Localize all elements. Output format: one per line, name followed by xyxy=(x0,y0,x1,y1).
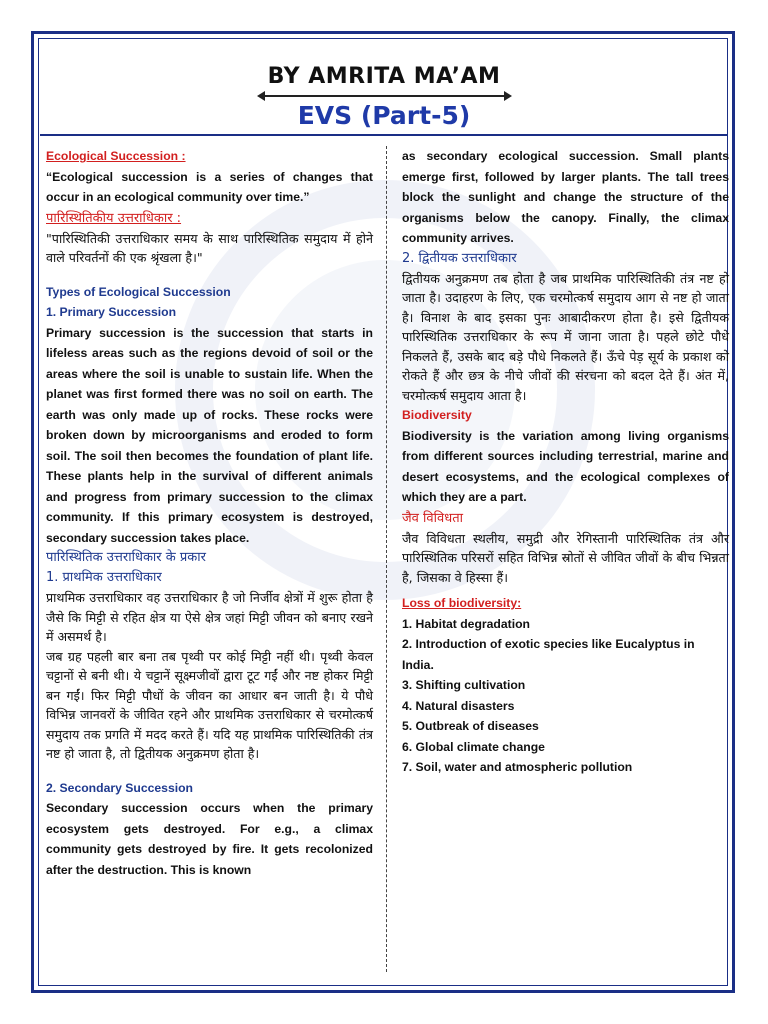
types-heading-hindi: पारिस्थितिक उत्तराधिकार के प्रकार xyxy=(46,550,206,565)
list-item: 4. Natural disasters xyxy=(402,698,515,713)
loss-heading: Loss of biodiversity: xyxy=(402,596,522,610)
list-item: 6. Global climate change xyxy=(402,739,545,754)
author-title: BY AMRITA MA’AM xyxy=(267,64,501,89)
biodiversity-text-hindi: जैव विविधता स्थलीय, समुद्री और रेगिस्तानी पारिस्थितिक तंत्र और पारिस्थितिक परिसरों सहित विभिन्न स्रोतों से जीवित जीवों के बीच भिन्नता है, जिसका वे हिस्सा हैं। xyxy=(402,530,729,585)
eco-succession-definition-hindi: "पारिस्थितिकी उत्तराधिकार समय के साथ पारिस्थितिक समुदाय में होने वाले परिवर्तनों की एक श्रृंखला है।" xyxy=(46,230,373,265)
double-arrow-icon xyxy=(257,91,512,101)
secondary-succession-text-cont: as secondary ecological succession. Small plants emerge first, followed by larger plants. The tall trees block the sunlight and change the structure of the organisms below the canopy. Finally, the climax community arrives. xyxy=(402,149,729,245)
primary-succession-text: Primary succession is the succession that starts in lifeless areas such as the regions devoid of soil or the areas where the soil is unable to sustain life. When the planet was first formed there was no soil on earth. The earth was only made up of rocks. These rocks were broken down by microorganisms and eroded to form soil. The soil then becomes the foundation of plant life. These plants help in the survival of different animals and progress from primary succession to the climax community. If this primary ecosystem is destroyed, secondary succession takes place. xyxy=(46,325,373,545)
primary-text-hindi-2: जब ग्रह पहली बार बना तब पृथ्वी पर कोई मिट्टी नहीं थी। पृथ्वी केवल चट्टानों से बनी थी। ये चट्टानें सूक्ष्मजीवों द्वारा टूट गईं और नष्ट होकर मिट्टी बन गईं। फिर मिट्टी पौधों के जीवन का आधार बन जाती है। ये पौधे विभिन्न जानवरों के जीवित रहने और प्राथमिक उत्तराधिकार से चरमोत्कर्ष समुदाय तक प्रगति में मदद करते हैं। यदि यह प्राथमिक पारिस्थितिकी तंत्र नष्ट हो जाता है, तो द्वितीयक अनुक्रमण होता है। xyxy=(46,648,373,761)
page-header xyxy=(40,60,728,130)
header-divider xyxy=(40,134,728,136)
left-column xyxy=(46,146,373,880)
list-item: 5. Outbreak of diseases xyxy=(402,719,539,733)
list-item: 1. Habitat degradation xyxy=(402,616,530,631)
primary-text-hindi-1: प्राथमिक उत्तराधिकार वह उत्तराधिकार है जो निर्जीव क्षेत्रों में शुरू होता है जैसे कि मिट्टी से रहित क्षेत्र या ऐसे क्षेत्र जहां मिट्टी जीवन को बनाए रखने में असमर्थ है। xyxy=(46,590,373,644)
eco-succession-definition: “Ecological succession is a series of changes that occur in an ecological community over time.” xyxy=(46,169,373,204)
page-subtitle: EVS (Part-5) xyxy=(297,101,471,130)
list-item: 7. Soil, water and atmospheric pollution xyxy=(402,760,633,774)
primary-heading-hindi: 1. प्राथमिक उत्तराधिकार xyxy=(46,570,162,585)
biodiversity-heading-hindi: जैव विविधता xyxy=(402,510,463,526)
list-item: 2. Introduction of exotic species like Eucalyptus in India. xyxy=(402,637,695,672)
biodiversity-text: Biodiversity is the variation among living organisms from different sources including terrestrial, marine and desert ecosystems, and the ecological complexes of which they are a part. xyxy=(402,428,729,504)
secondary-succession-heading: 2. Secondary Succession xyxy=(46,780,193,795)
right-column xyxy=(402,146,729,778)
types-heading: Types of Ecological Succession xyxy=(46,284,231,299)
eco-succession-heading: Ecological Succession : xyxy=(46,149,186,163)
secondary-heading-hindi: 2. द्वितीयक उत्तराधिकार xyxy=(402,250,517,266)
secondary-text-hindi: द्वितीयक अनुक्रमण तब होता है जब प्राथमिक पारिस्थितिकी तंत्र नष्ट हो जाता है। उदाहरण के लिए, एक चरमोत्कर्ष समुदाय आग से नष्ट हो जाता है। विनाश के बाद इसका पुनः आबादीकरण होता है। इसे द्वितीयक पारिस्थितिक उत्तराधिकार के रूप में जाना जाता है। पहले छोटे पौधे निकलते हैं, उसके बाद बड़े पौधे निकलते हैं। ऊँचे पेड़ सूर्य के प्रकाश को रोकते हैं और छत्र के नीचे जीवों की संरचना को बदल देते हैं। अंत में, चरमोत्कर्ष समुदाय आता है। xyxy=(402,270,729,403)
column-divider xyxy=(386,146,387,972)
eco-succession-heading-hindi: पारिस्थितिकीय उत्तराधिकार : xyxy=(46,210,182,226)
primary-succession-heading: 1. Primary Succession xyxy=(46,305,177,319)
biodiversity-heading: Biodiversity xyxy=(402,408,472,422)
list-item: 3. Shifting cultivation xyxy=(402,678,526,692)
secondary-succession-text: Secondary succession occurs when the primary ecosystem gets destroyed. For e.g., a climax community gets destroyed by fire. It gets recolonized after the destruction. This is known xyxy=(46,801,373,877)
loss-list xyxy=(402,614,729,778)
